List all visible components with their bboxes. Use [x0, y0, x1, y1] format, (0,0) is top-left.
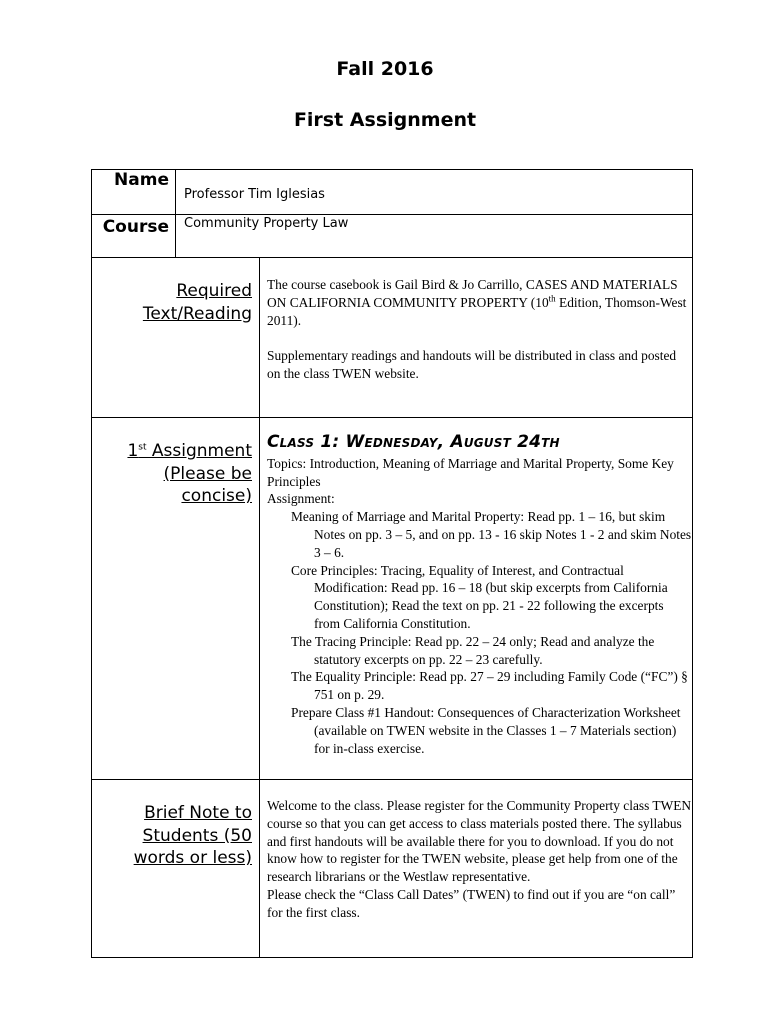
topics-text: Topics: Introduction, Meaning of Marriage and Marital Property, Some Key Principles: [267, 455, 674, 489]
course-value: Community Property Law: [184, 216, 349, 231]
name-label: Name: [92, 170, 176, 214]
info-table: [91, 169, 693, 258]
assignment-table: [91, 258, 693, 958]
assignment-word: Assignment: [146, 441, 252, 461]
assignment-label-line2: (Please be: [163, 463, 252, 484]
assignment-row: [92, 418, 692, 780]
note-text: [267, 797, 692, 922]
reading-label-line1: Required: [176, 281, 252, 301]
ordinal-superscript: st: [138, 442, 147, 453]
casebook-edition: Edition, Thomson-West 2011).: [267, 294, 687, 328]
assignment-number: 1: [127, 441, 139, 461]
assignment-label-line1: [127, 441, 252, 461]
note-label: [92, 802, 252, 870]
note-label-line1: Brief Note to: [144, 803, 252, 823]
reading-text: [267, 276, 692, 383]
supplementary-text: Supplementary readings and handouts will be distributed in class and posted on the class TWEN website.: [267, 348, 677, 381]
welcome-paragraph: Welcome to the class. Please register for the Community Property class TWEN course so that you can get access to class materials posted there. The syllabus and first handouts will be available there for you to download. If you do not know how to register for the TWEN website, please get help from one of the research librarians or the Westlaw representative.: [267, 798, 692, 885]
class-heading: Class 1: Wednesday, August 24th: [267, 432, 560, 452]
assignment-item: The Equality Principle: Read pp. 27 – 29 including Family Code (“FC”) § 751 on p. 29.: [291, 669, 688, 703]
note-label-line2: Students (50: [142, 825, 252, 846]
edition-superscript: th: [548, 293, 556, 304]
assignment-label: [92, 440, 252, 508]
casebook-citation: [267, 276, 692, 329]
assignment-item: The Tracing Principle: Read pp. 22 – 24 only; Read and analyze the statutory excerpts on pp. 22 – 23 carefully.: [291, 633, 655, 667]
assignment-title: First Assignment: [293, 109, 477, 131]
assignment-item: Prepare Class #1 Handout: Consequences of Characterization Worksheet (available on TWEN website in the Classes 1 – 7 Materials section) for in-class exercise.: [291, 704, 681, 756]
column-divider: [259, 258, 260, 417]
term-heading: Fall 2016: [336, 58, 434, 80]
assignment-heading: Assignment:: [267, 491, 335, 507]
name-value: Professor Tim Iglesias: [184, 187, 325, 202]
assignment-label-line3: concise): [181, 486, 252, 506]
reading-label: [92, 280, 252, 325]
course-label: Course: [92, 215, 176, 257]
assignment-item: Core Principles: Tracing, Equality of Interest, and Contractual Modification: Read pp. 16 – 18 (but skip excerpts from California Constitution); Read the text on pp. 21 - 22 following the excerpts from California Constitution.: [291, 562, 668, 631]
note-label-line3: words or less): [133, 848, 252, 868]
note-row: [92, 780, 692, 957]
assignment-text: [267, 434, 692, 757]
name-row: [92, 170, 692, 215]
course-row: [92, 215, 692, 257]
call-dates-paragraph: Please check the “Class Call Dates” (TWEN) to find out if you are “on call” for the first class.: [267, 886, 676, 920]
assignment-item: Meaning of Marriage and Marital Property: Read pp. 1 – 16, but skim Notes on pp. 3 – 5, and on pp. 13 - 16 skip Notes 1 - 2 and skim Notes 3 – 6.: [291, 509, 692, 560]
casebook-text: The course casebook is Gail Bird & Jo Carrillo, CASES AND MATERIALS ON CALIFORNIA COMMUNITY PROPERTY (10: [267, 277, 678, 310]
column-divider: [259, 418, 260, 779]
reading-row: [92, 258, 692, 418]
column-divider: [259, 780, 260, 957]
reading-label-line2: Text/Reading: [142, 303, 252, 324]
